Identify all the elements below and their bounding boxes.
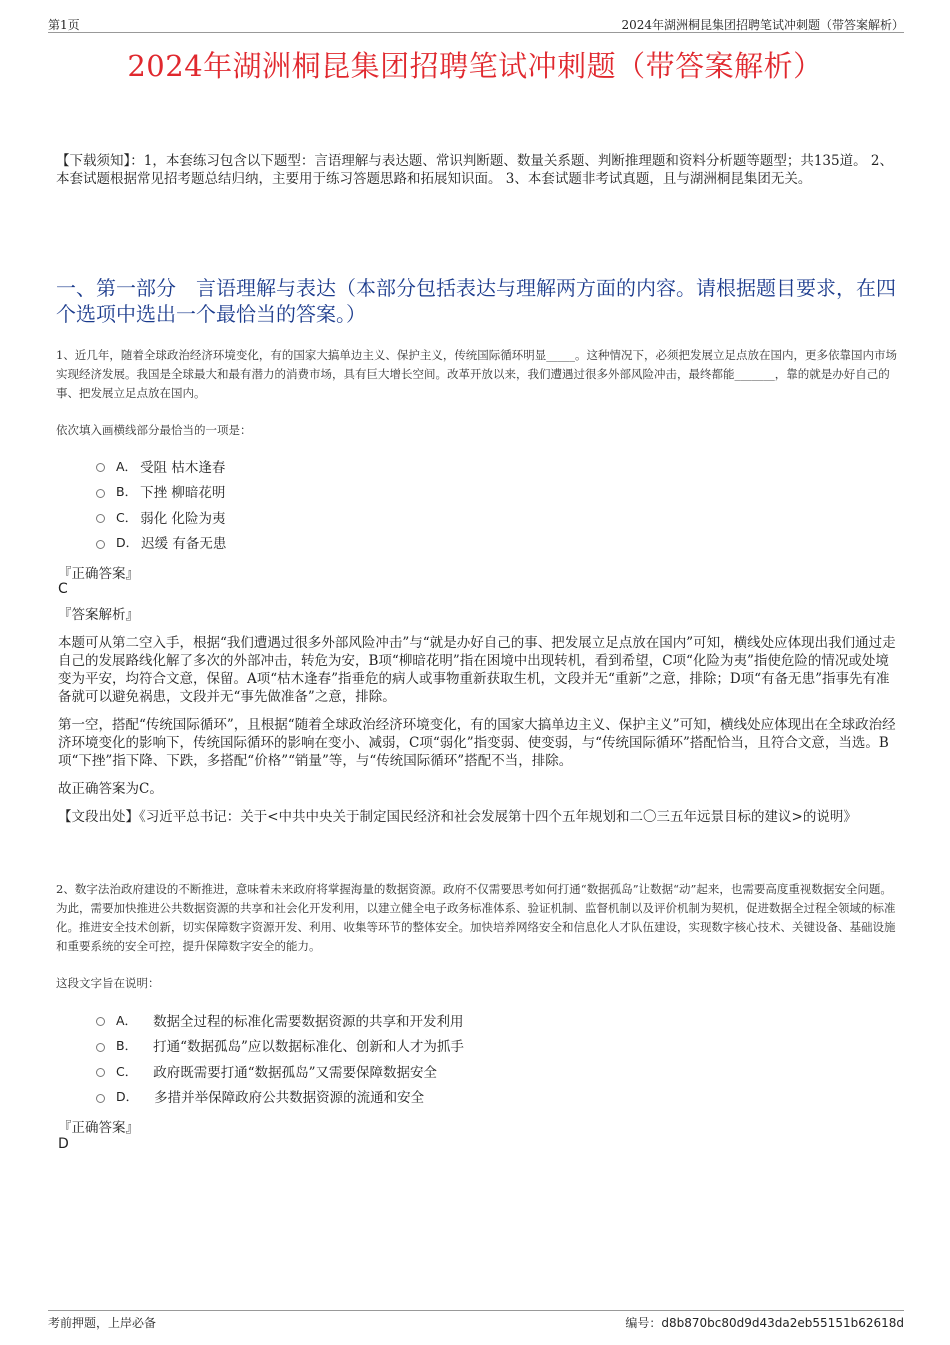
option-a[interactable]: A． 受阻 枯木逢春	[96, 453, 226, 479]
radio-icon[interactable]	[96, 1043, 105, 1052]
option-c[interactable]: C． 政府既需要打通“数据孤岛”又需要保障数据安全	[96, 1058, 464, 1084]
question-2-text: 2、数字法治政府建设的不断推进，意味着未来政府将掌握海量的数据资源。政府不仅需要思考如何打通“数据孤岛”让数据“动”起来，也需要高度重视数据安全问题。为此，需要加快推进公共数据资源的共享和社会化开发利用，以建立健全电子政务标准体系、验证机制、监督机制以及评价机制为契机，促进数据全过程全领域的标准化。推进安全技术创新，切实保障数字资源开发、利用、收集等环节的整体安全。加快培养网络安全和信息化人才队伍建设，实现数字核心技术、关键设备、基础设施和重要系统的安全可控，提升保障数字安全的能力。	[56, 882, 896, 953]
question-2-prompt: 这段文字旨在说明：	[56, 976, 160, 990]
analysis-paragraph: 第一空，搭配“传统国际循环”，且根据“随着全球政治经济环境变化，有的国家大搞单边主义、保护主义”可知，横线处应体现出在全球政治经济环境变化的影响下，传统国际循环的影响在变小、减弱，C项“弱化”指变弱、使变弱，与“传统国际循环”搭配恰当，且符合文意，当选。B项“下挫”指下降、下跌，多搭配“价格”“销量”等，与“传统国际循环”搭配不当，排除。	[58, 717, 896, 769]
section-heading: 一、第一部分 言语理解与表达（本部分包括表达与理解两方面的内容。请根据题目要求，在四个选项中选出一个最恰当的答案。）	[56, 276, 896, 326]
analysis-label: 『答案解析』	[58, 607, 139, 623]
option-c[interactable]: C． 弱化 化险为夷	[96, 504, 226, 530]
header-doc-name: 2024年湖洲桐昆集团招聘笔试冲刺题（带答案解析）	[621, 18, 904, 32]
document-title: 2024年湖洲桐昆集团招聘笔试冲刺题（带答案解析）	[127, 49, 823, 83]
radio-icon[interactable]	[96, 489, 105, 498]
option-d[interactable]: D． 多措并举保障政府公共数据资源的流通和安全	[96, 1084, 464, 1110]
option-d[interactable]: D． 迟缓 有备无患	[96, 530, 226, 556]
option-a[interactable]: A． 数据全过程的标准化需要数据资源的共享和开发利用	[96, 1007, 464, 1033]
page-header	[48, 14, 904, 33]
source-citation: 【文段出处】《习近平总书记：关于<中共中央关于制定国民经济和社会发展第十四个五年规划和二〇三五年远景目标的建议>的说明》	[58, 809, 857, 825]
option-b[interactable]: B． 打通“数据孤岛”应以数据标准化、创新和人才为抓手	[96, 1033, 464, 1059]
download-notice: 【下载须知】：1，本套练习包含以下题型：言语理解与表达题、常识判断题、数量关系题、判断推理题和资料分析题等题型；共135道。 2、本套试题根据常见招考题总结归纳，主要用于练习答题思路和拓展知识面。 3、本套试题非考试真题，且与湖洲桐昆集团无关。	[56, 153, 893, 187]
radio-icon[interactable]	[96, 1017, 105, 1026]
analysis-paragraph: 故正确答案为C。	[58, 781, 163, 797]
radio-icon[interactable]	[96, 514, 105, 523]
page-number: 第1页	[48, 18, 80, 32]
answer-analysis	[58, 634, 896, 836]
correct-answer-label: 『正确答案』	[58, 1120, 139, 1136]
correct-answer: C	[58, 581, 68, 597]
footer-slogan: 考前押题，上岸必备	[48, 1316, 157, 1330]
correct-answer: D	[58, 1136, 69, 1152]
radio-icon[interactable]	[96, 540, 105, 549]
page-footer	[48, 1310, 904, 1331]
question-1-text: 1、近几年，随着全球政治经济环境变化，有的国家大搞单边主义、保护主义，传统国际循环明显_____。这种情况下，必须把发展立足点放在国内，更多依靠国内市场实现经济发展。我国是全球最大和最有潜力的消费市场，具有巨大增长空间。改革开放以来，我们遭遇过很多外部风险冲击，最终都能_______，靠的就是办好自己的事、把发展立足点放在国内。	[56, 348, 898, 400]
option-b[interactable]: B． 下挫 柳暗花明	[96, 479, 226, 505]
radio-icon[interactable]	[96, 463, 105, 472]
analysis-paragraph: 本题可从第二空入手，根据“我们遭遇过很多外部风险冲击”与“就是办好自己的事、把发展立足点放在国内”可知，横线处应体现出我们通过走自己的发展路线化解了多次的外部冲击，转危为安，B项“柳暗花明”指在困境中出现转机，看到希望，C项“化险为夷”指使危险的情况或处境变为平安，均符合文意，保留。A项“枯木逢春”指垂危的病人或事物重新获取生机，文段并无“重新”之意，排除；D项“有备无患”指事先有准备就可以避免祸患，文段并无“事先做准备”之意，排除。	[58, 635, 896, 705]
question-1-prompt: 依次填入画横线部分最恰当的一项是：	[56, 423, 252, 437]
radio-icon[interactable]	[96, 1094, 105, 1103]
correct-answer-label: 『正确答案』	[58, 566, 139, 582]
document-id: 编号：d8b870bc80d9d43da2eb55151b62618d	[625, 1316, 904, 1330]
radio-icon[interactable]	[96, 1068, 105, 1077]
question-1-options	[96, 453, 226, 555]
question-2-options	[96, 1007, 464, 1109]
